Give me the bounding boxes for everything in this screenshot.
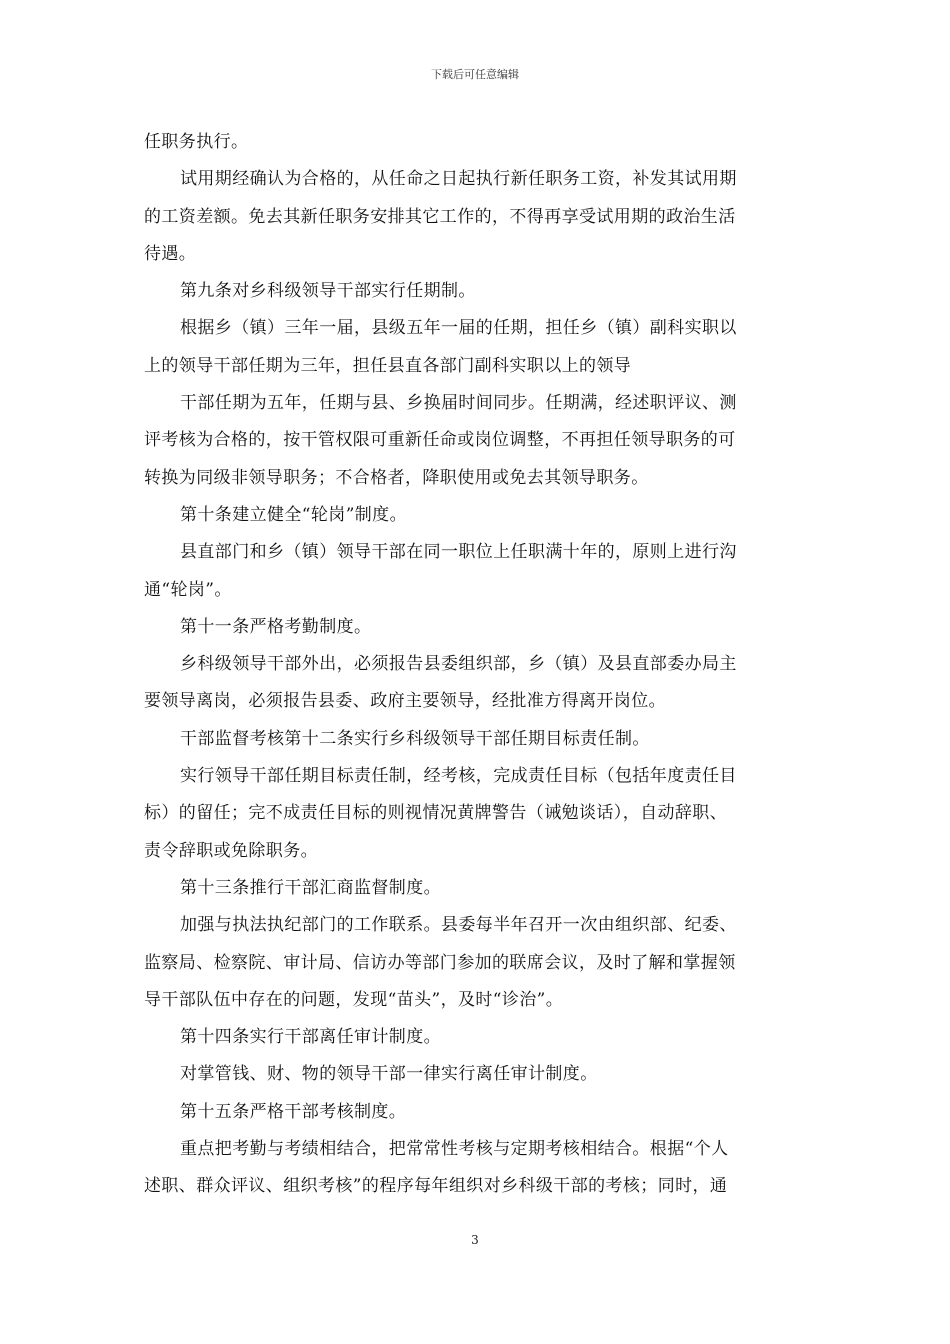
paragraph-line: 试用期经确认为合格的，从任命之日起执行新任职务工资，补发其试用期 <box>180 169 737 190</box>
article-heading: 第十一条严格考勤制度。 <box>180 616 372 637</box>
article-heading: 第十五条严格干部考核制度。 <box>180 1101 407 1122</box>
article-heading: 第十四条实行干部离任审计制度。 <box>180 1027 441 1048</box>
paragraph-line: 评考核为合格的，按干管权限可重新任命或岗位调整，不再担任领导职务的可 <box>144 430 736 451</box>
paragraph-line: 待遇。 <box>144 243 197 264</box>
paragraph-line: 干部任期为五年，任期与县、乡换届时间同步。任期满，经述职评议、测 <box>180 393 737 414</box>
paragraph-line: 上的领导干部任期为三年，担任县直各部门副科实职以上的领导 <box>144 355 632 376</box>
paragraph-line: 通“轮岗”。 <box>144 579 232 600</box>
article-heading: 第十条建立健全“轮岗”制度。 <box>180 504 407 525</box>
document-body <box>144 124 808 1206</box>
paragraph-line: 要领导离岗，必须报告县委、政府主要领导，经批准方得离开岗位。 <box>144 691 666 712</box>
paragraph-line: 导干部队伍中存在的问题，发现“苗头”，及时“诊治”。 <box>144 989 564 1010</box>
paragraph-line: 转换为同级非领导职务；不合格者，降职使用或免去其领导职务。 <box>144 467 649 488</box>
paragraph-line: 重点把考勤与考绩相结合，把常常性考核与定期考核相结合。根据“个人 <box>180 1139 729 1160</box>
paragraph-line: 对掌管钱、财、物的领导干部一律实行离任审计制度。 <box>180 1064 598 1085</box>
paragraph-line: 任职务执行。 <box>144 132 249 152</box>
paragraph-line: 标）的留任；完不成责任目标的则视情况黄牌警告（诫勉谈话），自动辞职、 <box>144 803 728 824</box>
paragraph-line: 乡科级领导干部外出，必须报告县委组织部，乡（镇）及县直部委办局主 <box>180 654 737 675</box>
article-heading: 干部监督考核第十二条实行乡科级领导干部任期目标责任制。 <box>180 728 650 749</box>
paragraph-line: 责令辞职或免除职务。 <box>144 840 318 861</box>
article-heading: 第九条对乡科级领导干部实行任期制。 <box>180 281 476 302</box>
paragraph-line: 县直部门和乡（镇）领导干部在同一职位上任职满十年的，原则上进行沟 <box>180 542 737 563</box>
paragraph-line: 述职、群众评议、组织考核”的程序每年组织对乡科级干部的考核；同时，通 <box>144 1176 728 1197</box>
paragraph-line: 加强与执法执纪部门的工作联系。县委每半年召开一次由组织部、纪委、 <box>180 915 737 936</box>
paragraph-line: 监察局、检察院、审计局、信访办等部门参加的联席会议，及时了解和掌握领 <box>144 952 736 973</box>
article-heading: 第十三条推行干部汇商监督制度。 <box>180 877 441 898</box>
paragraph-line: 实行领导干部任期目标责任制，经考核，完成责任目标（包括年度责任目 <box>180 766 737 787</box>
paragraph-line: 的工资差额。免去其新任职务安排其它工作的，不得再享受试用期的政治生活 <box>144 206 736 227</box>
paragraph-line: 根据乡（镇）三年一届，县级五年一届的任期，担任乡（镇）副科实职以 <box>180 318 737 339</box>
page-number: 3 <box>471 1233 479 1247</box>
page-header: 下载后可任意编辑 <box>431 68 519 81</box>
